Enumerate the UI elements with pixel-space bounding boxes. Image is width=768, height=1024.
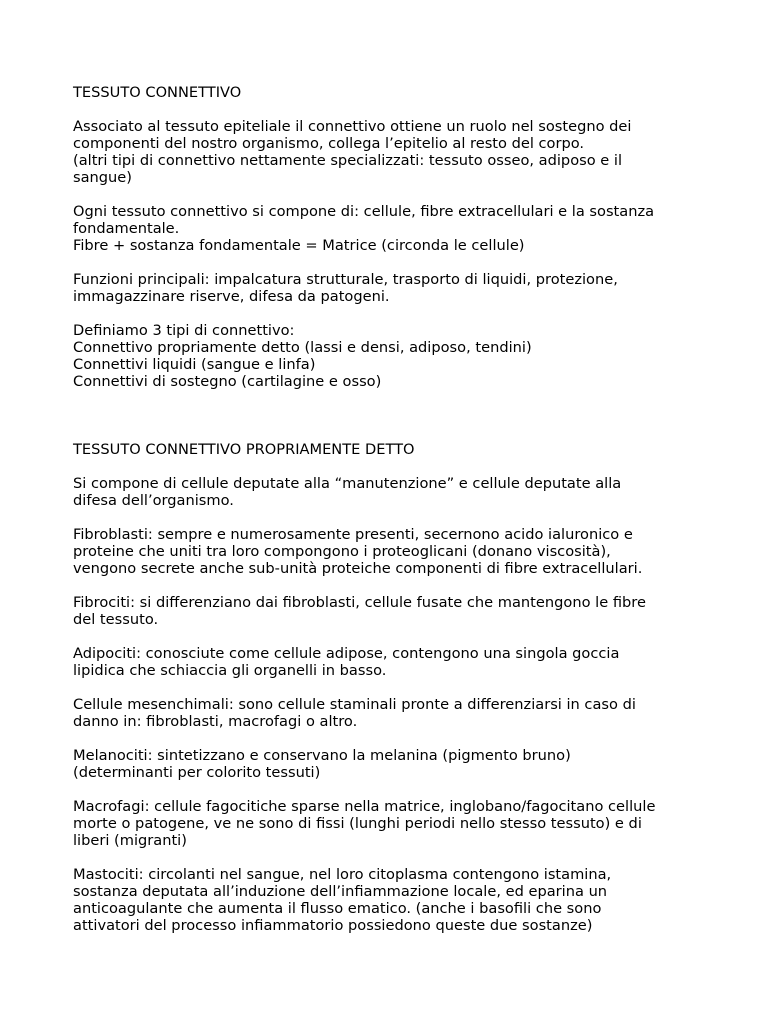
text-line: sostanza deputata all’induzione dell’infiammazione locale, ed eparina un <box>73 883 608 900</box>
text-line: Macrofagi: cellule fagocitiche sparse nella matrice, inglobano/fagocitano cellule <box>73 798 656 815</box>
text-line: (determinanti per colorito tessuti) <box>73 764 321 781</box>
text-line: proteine che uniti tra loro compongono i proteoglicani (donano viscosità), <box>73 543 611 560</box>
paragraph <box>73 322 703 390</box>
paragraph <box>73 271 703 305</box>
paragraph <box>73 866 703 934</box>
text-line: fondamentale. <box>73 220 180 237</box>
text-line: Ogni tessuto connettivo si compone di: cellule, fibre extracellulari e la sostanza <box>73 203 655 220</box>
text-line: Si compone di cellule deputate alla “manutenzione” e cellule deputate alla <box>73 475 622 492</box>
text-line: Mastociti: circolanti nel sangue, nel loro citoplasma contengono istamina, <box>73 866 612 883</box>
paragraph <box>73 203 703 254</box>
paragraph <box>73 118 703 186</box>
text-line: Connettivi liquidi (sangue e linfa) <box>73 356 316 373</box>
text-line: Associato al tessuto epiteliale il connettivo ottiene un ruolo nel sostegno dei <box>73 118 632 135</box>
paragraph <box>73 526 703 577</box>
text-line: Connettivi di sostegno (cartilagine e osso) <box>73 373 382 390</box>
paragraph <box>73 798 703 849</box>
text-line: sangue) <box>73 169 132 186</box>
text-line: (altri tipi di connettivo nettamente specializzati: tessuto osseo, adiposo e il <box>73 152 623 169</box>
section-title <box>73 84 703 101</box>
text-line: attivatori del processo infiammatorio possiedono queste due sostanze) <box>73 917 593 934</box>
paragraph <box>73 696 703 730</box>
text-line: Fibrociti: si differenziano dai fibroblasti, cellule fusate che mantengono le fibre <box>73 594 646 611</box>
text-line: anticoagulante che aumenta il flusso ematico. (anche i basofili che sono <box>73 900 602 917</box>
text-line: del tessuto. <box>73 611 159 628</box>
text-line: Fibre + sostanza fondamentale = Matrice (circonda le cellule) <box>73 237 525 254</box>
text-line: Definiamo 3 tipi di connettivo: <box>73 322 295 339</box>
document-body <box>73 84 703 951</box>
text-line: Connettivo propriamente detto (lassi e densi, adiposo, tendini) <box>73 339 532 356</box>
section-spacer <box>73 407 703 441</box>
text-line: difesa dell’organismo. <box>73 492 234 509</box>
paragraph <box>73 747 703 781</box>
heading-text: TESSUTO CONNETTIVO <box>73 84 242 101</box>
text-line: Melanociti: sintetizzano e conservano la melanina (pigmento bruno) <box>73 747 571 764</box>
text-line: componenti del nostro organismo, collega l’epitelio al resto del corpo. <box>73 135 585 152</box>
text-line: Adipociti: conosciute come cellule adipose, contengono una singola goccia <box>73 645 620 662</box>
text-line: Funzioni principali: impalcatura strutturale, trasporto di liquidi, protezione, <box>73 271 618 288</box>
text-line: liberi (migranti) <box>73 832 187 849</box>
text-line: lipidica che schiaccia gli organelli in basso. <box>73 662 387 679</box>
text-line: danno in: fibroblasti, macrofagi o altro. <box>73 713 358 730</box>
text-line: vengono secrete anche sub-unità proteiche componenti di fibre extracellulari. <box>73 560 643 577</box>
paragraph <box>73 645 703 679</box>
text-line: immagazzinare riserve, difesa da patogeni. <box>73 288 390 305</box>
paragraph <box>73 594 703 628</box>
text-line: Cellule mesenchimali: sono cellule staminali pronte a differenziarsi in caso di <box>73 696 636 713</box>
paragraph <box>73 475 703 509</box>
text-line: morte o patogene, ve ne sono di fissi (lunghi periodi nello stesso tessuto) e di <box>73 815 642 832</box>
section-title <box>73 441 703 458</box>
heading-text: TESSUTO CONNETTIVO PROPRIAMENTE DETTO <box>73 441 415 458</box>
text-line: Fibroblasti: sempre e numerosamente presenti, secernono acido ialuronico e <box>73 526 633 543</box>
